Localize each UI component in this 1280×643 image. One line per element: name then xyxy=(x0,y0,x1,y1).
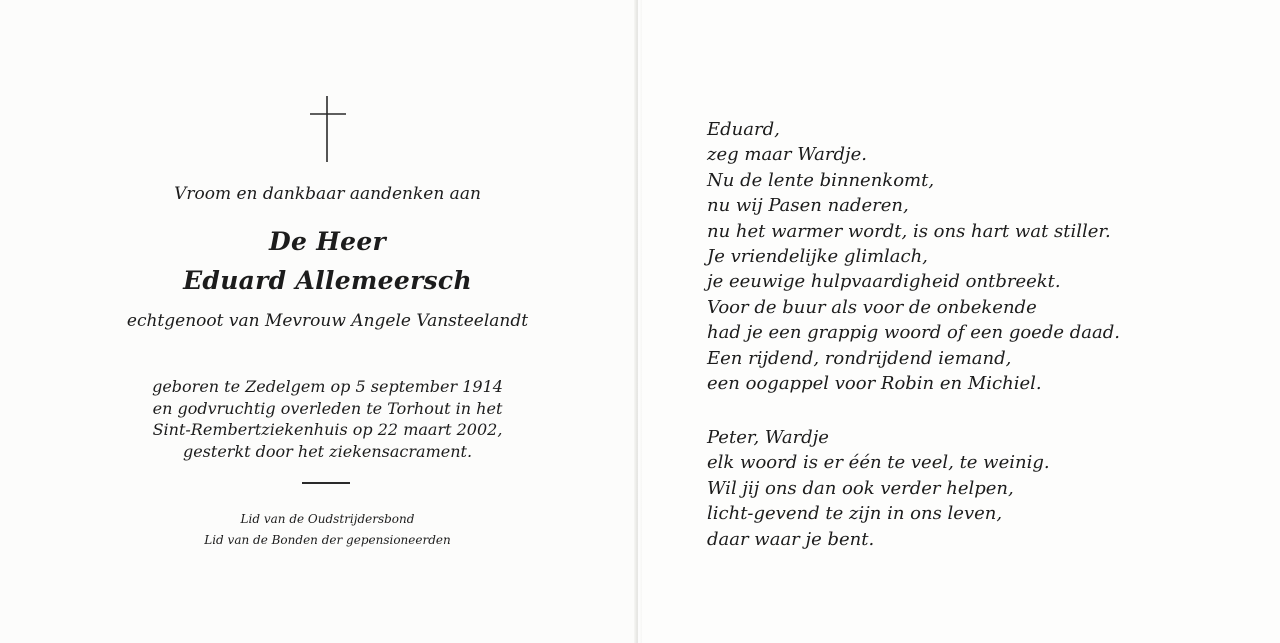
poem-line: Eduard, xyxy=(707,119,780,140)
left-page xyxy=(0,0,634,643)
poem-line: Peter, Wardje xyxy=(707,427,829,448)
poem-line: licht-gevend te zijn in ons leven, xyxy=(707,503,1003,525)
poem-line: nu wij Pasen naderen, xyxy=(707,195,909,217)
poem-line: Voor de buur als voor de onbekende xyxy=(707,296,1037,318)
divider xyxy=(302,482,350,484)
bio-line: gesterkt door het ziekensacrament. xyxy=(182,441,473,461)
bio-line: en godvruchtig overleden te Torhout in het xyxy=(152,398,503,418)
memberships xyxy=(0,509,655,551)
poem-line: zeg maar Wardje. xyxy=(707,144,867,166)
poem-line: Wil jij ons dan ook verder helpen, xyxy=(707,477,1014,499)
poem-line: een oogappel voor Robin en Michiel. xyxy=(707,373,1042,395)
biography xyxy=(0,376,655,462)
poem-line: Je vriendelijke glimlach, xyxy=(707,246,928,268)
cross-icon xyxy=(310,96,346,162)
poem-line: elk woord is er één te veel, te weinig. xyxy=(707,452,1050,474)
membership-line: Lid van de Bonden der gepensioneerden xyxy=(204,533,451,547)
bio-line: geboren te Zedelgem op 5 september 1914 xyxy=(152,377,503,396)
poem-stanza-1 xyxy=(707,117,1120,396)
poem-line: je eeuwige hulpvaardigheid ontbreekt. xyxy=(707,271,1061,293)
poem-line: had je een grappig woord of een goede daad. xyxy=(707,322,1120,344)
poem-line: daar waar je bent. xyxy=(707,528,875,550)
intro-text: Vroom en dankbaar aandenken aan xyxy=(174,184,481,204)
deceased-name: Eduard Allemeersch xyxy=(183,266,472,295)
poem-stanza-2 xyxy=(707,425,1050,552)
poem-line: Een rijdend, rondrijdend iemand, xyxy=(707,347,1012,369)
poem-line: Nu de lente binnenkomt, xyxy=(707,169,935,191)
honorific-title: De Heer xyxy=(269,227,386,256)
card-fold xyxy=(634,0,642,643)
membership-line: Lid van de Oudstrijdersbond xyxy=(240,512,415,526)
poem-line: nu het warmer wordt, is ons hart wat stiller. xyxy=(707,220,1111,242)
bio-line: Sint-Rembertziekenhuis op 22 maart 2002, xyxy=(152,420,503,439)
spouse-line: echtgenoot van Mevrouw Angele Vansteelandt xyxy=(126,311,529,331)
